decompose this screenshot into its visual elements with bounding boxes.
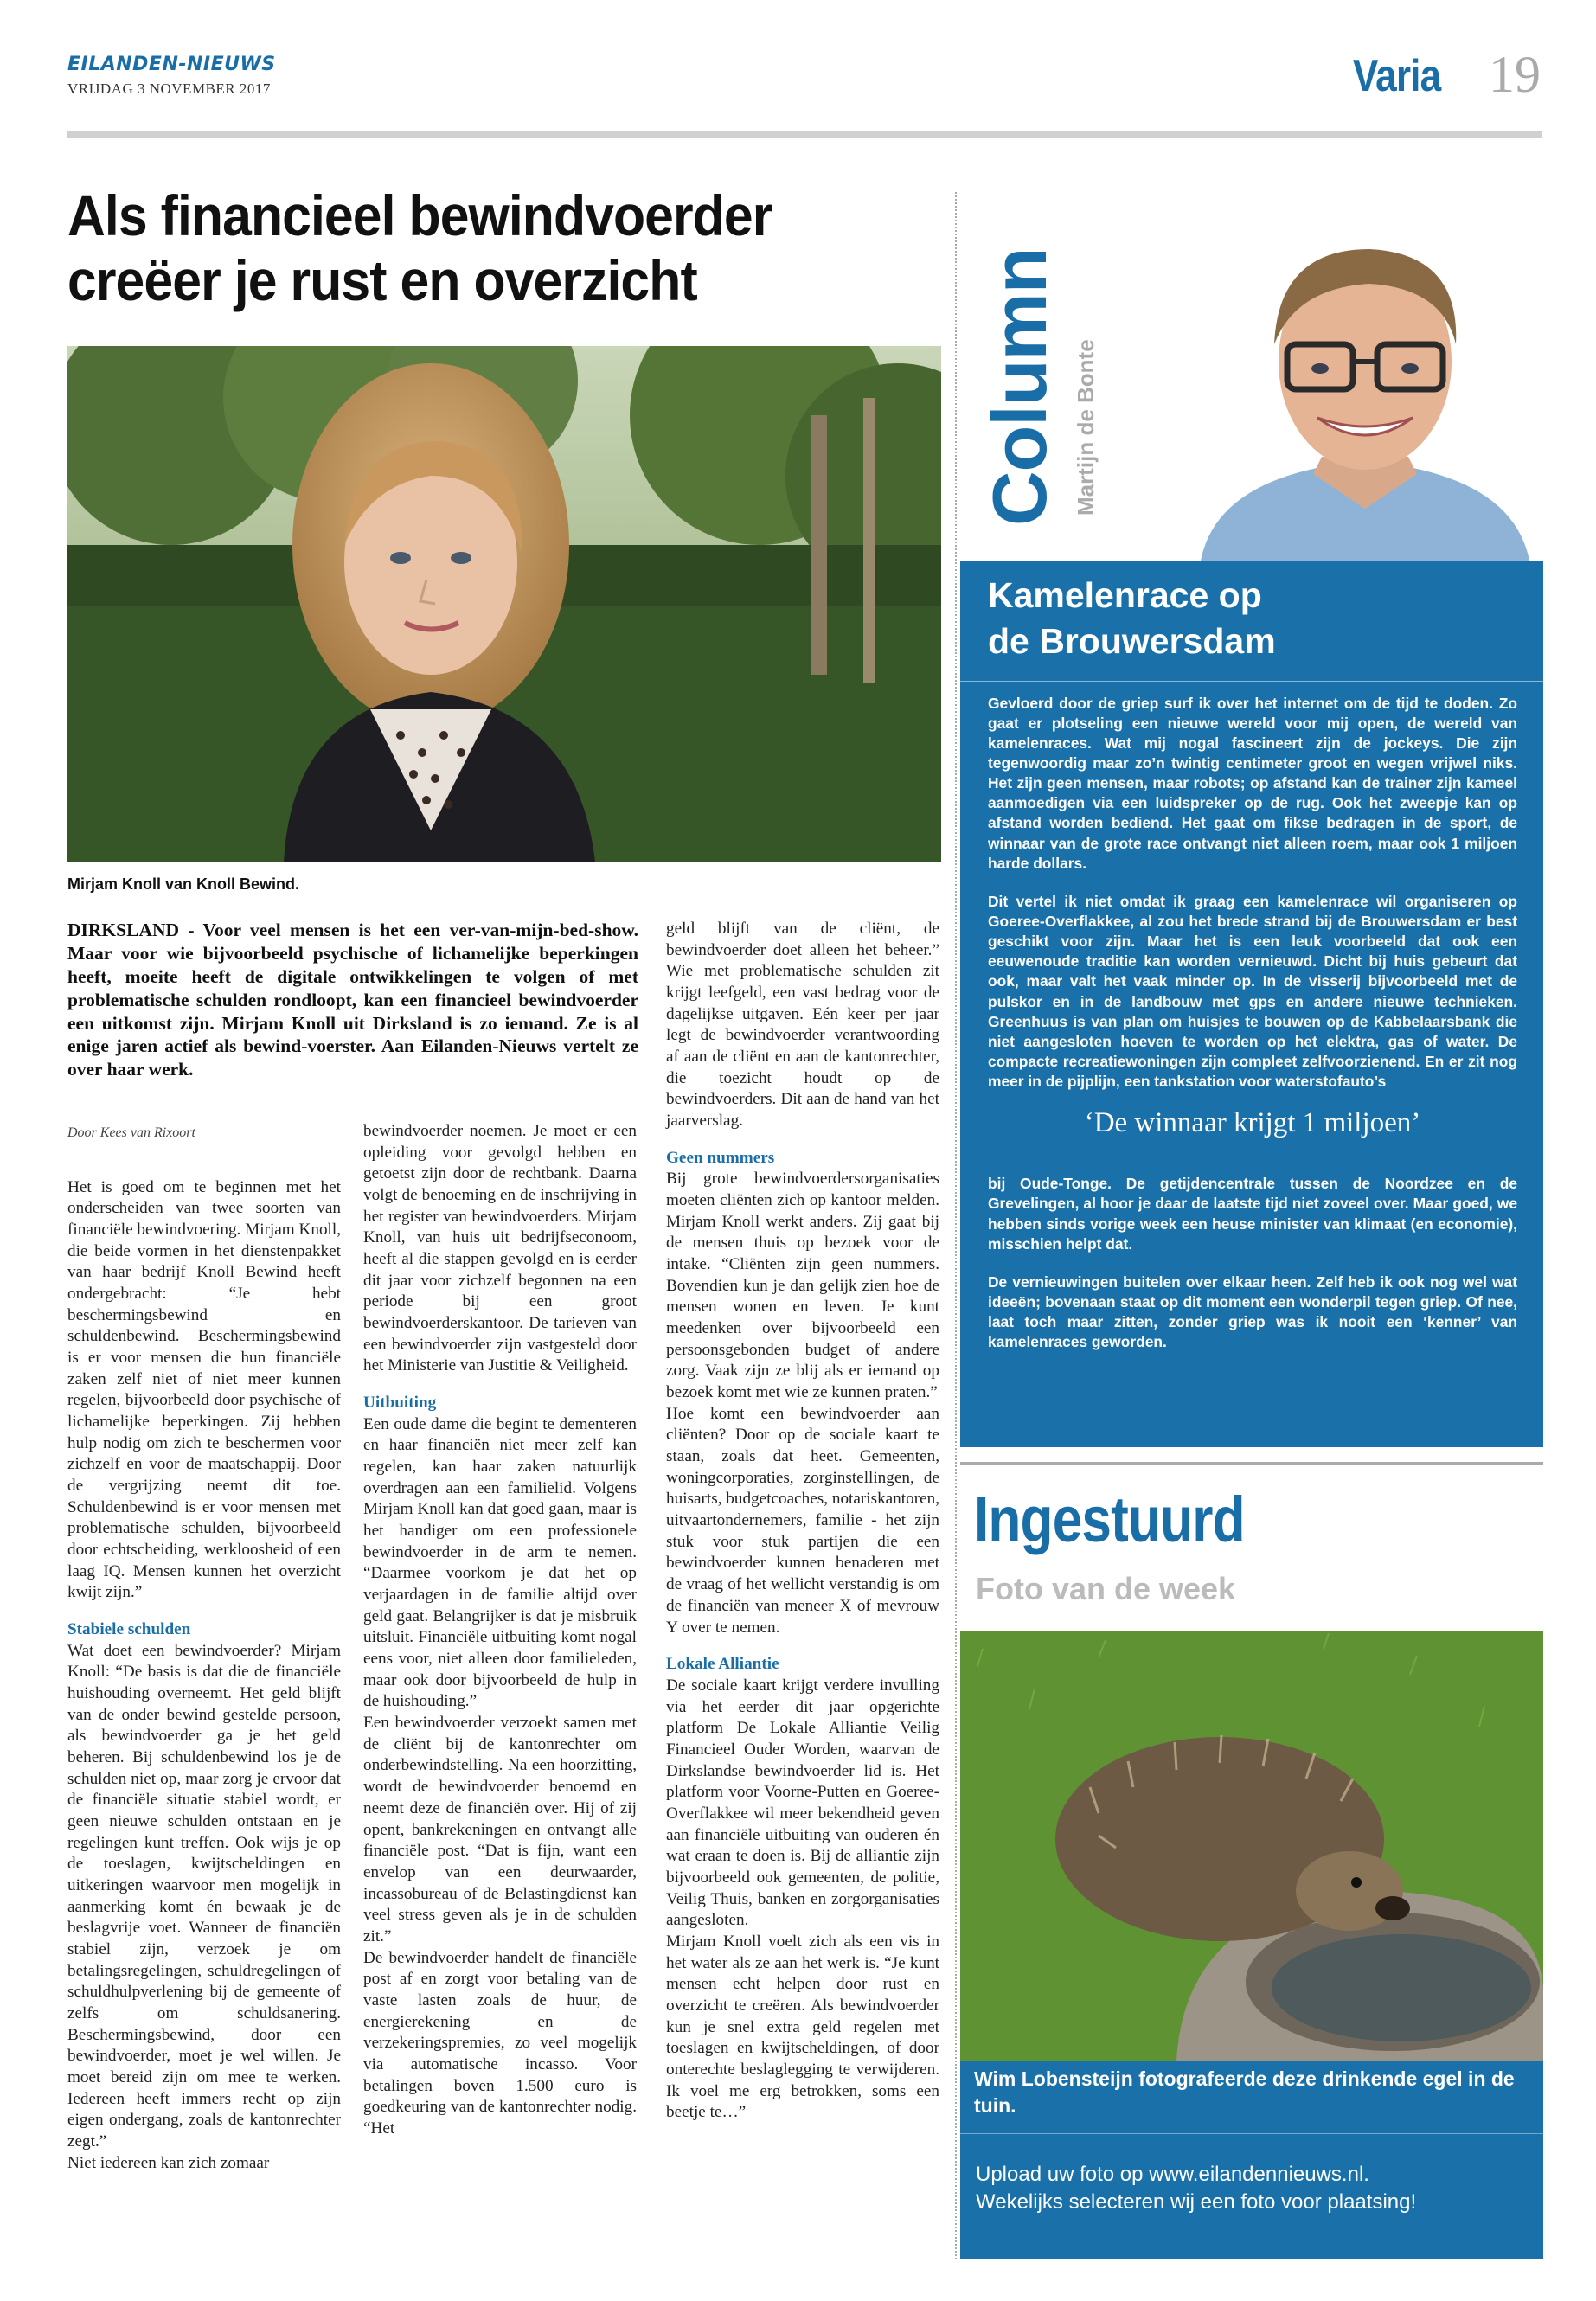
paragraph: De bewindvoerder handelt de financiële post af en zorgt voor betaling van de vaste lasten zoals de huur, de energierekening en de verzekeringspremies, zo veel mogelijk via automatische incasso. Voor betalingen boven 1.500 euro is goedkeuring van de kantonrechter nodig. “Het [363, 1948, 637, 2138]
column-author: Martijn de Bonte [1073, 339, 1099, 516]
article-column-3 [666, 919, 939, 2124]
column-label: Column [977, 247, 1062, 526]
column-paragraph: De vernieuwingen buitelen over elkaar heen. Zelf heb ik ook nog wel wat ideeën; bovenaan staat op dit moment een wonderpil tegen griep. Of nee, laat toch maar zitten, zonder griep was ik nooit een ‘kenner’ van kamelenraces geworden. [988, 1272, 1517, 1351]
headline-line-1: Als financieel bewindvoerder [67, 183, 772, 247]
paragraph: Een oude dame die begint te dementeren en haar financiën niet meer zelf kan regelen, kan haar zaken natuurlijk overdragen aan een familielid. Volgens Mirjam Knoll kan dat goed gaan, maar is het handiger om een professionele bewindvoerder in de arm te nemen. “Daarmee voorkom je dat het op verjaardagen in de familie altijd over geld gaat. Belangrijker is dat je misbruik uitsluit. Financiële uitbuiting komt nogal eens voor, niet alleen door familieleden, maar ook door bijvoorbeeld de hulp in de huishouding.” [363, 1414, 637, 1711]
upload-notice [960, 2121, 1543, 2259]
paragraph: Mirjam Knoll voelt zich als een vis in het water als ze aan het werk is. “Je kunt mensen echt helpen door rust en overzicht te creëren. Als bewindvoerder kun je snel extra geld regelen met toeslagen en kwijtscheldingen, of door onterechte beslaglegging te verwijderen. Ik voel me erg betrokken, soms een beetje te…” [666, 1932, 939, 2122]
paragraph: De sociale kaart krijgt verdere invulling via het eerder dit jaar opgerichte platform De Lokale Alliantie Veilig Financieel Ouder Worden, waarvan de Dirkslandse bewindvoerder lid is. Het platform voor Voorne-Putten en Goeree-Overflakkee wil meer bekendheid geven aan financiële uitbuiting van ouderen én wat eraan te doen is. Bij de alliantie zijn bijvoorbeeld ook gemeenten, de politie, Veilig Thuis, banken en zorgorganisaties aangesloten. [666, 1676, 939, 1930]
column-box [960, 561, 1543, 1447]
article-column-2 [363, 1121, 637, 2140]
paragraph: bewindvoerder noemen. Je moet er een opleiding voor gevolgd hebben en getoetst zijn door de rechtbank. Daarna volgt de benoeming en de inschrijving in het register van bewindvoerders. Mirjam Knoll, van huis uit bedrijfseconoom, heeft al die stappen gevolgd en is eerder dit jaar voor zichzelf begonnen na een periode bij een groot bewindvoerderskantoor. De tarieven van een bewindvoerder zijn vastgesteld door het Ministerie van Justitie & Veiligheid. [363, 1122, 637, 1375]
page-number: 19 [1489, 46, 1541, 103]
column-title-line-2: de Brouwersdam [988, 621, 1276, 662]
paragraph: Bij grote bewindvoerdersorganisaties moeten cliënten zich op kantoor melden. Mirjam Knoll werkt anders. Zij gaat bij de mensen thuis op bezoek voor de intake. “Cliënten zijn geen nummers. Bovendien kun je dan gelijk zien hoe de mensen wonen en leven. Je kunt meedenken over bijvoorbeeld een persoonsgebonden budget of andere zorg. Vaak zijn ze blij als er iemand op bezoek komt met wie ze kunnen praten.” [666, 1170, 939, 1402]
article-column-1 [67, 1125, 341, 2174]
article-photo [67, 346, 941, 862]
column-divider-line [960, 681, 1543, 682]
paragraph: Hoe komt een bewindvoerder aan cliënten? Door op de sociale kaart te staan, zoals dat heet. Gemeenten, woningcorporaties, zorginstellingen, de huisarts, budgetcoaches, notariskantoren, uitvaartondernemers, familie - het zijn stuk voor stuk partijen die een bewindvoerder kunnen benaderen met de vraag of het wellicht verstandig is om de financiën van meneer X of mevrouw Y over te nemen. [666, 1404, 939, 1637]
column-title [988, 573, 1517, 665]
upload-separator [960, 2133, 1543, 2134]
subheading: Stabiele schulden [67, 1619, 191, 1638]
article-headline [67, 183, 863, 313]
paragraph: Een bewindvoerder verzoekt samen met de cliënt bij de kantonrechter om onderbewindstelling. Na een hoorzitting, wordt de bewindvoerder benoemd en neemt deze de financiën over. Hij of zij opent, bankrekeningen en ontvangt alle financiële post. “Dat is fijn, want een envelop van een deurwaarder, incassobureau of de Belastingdienst kan veel stress geven als je in de schulden zit.” [363, 1714, 637, 1945]
column-paragraph: Gevloerd door de griep surf ik over het internet om de tijd te doden. Zo gaat er plotseling een nieuwe wereld voor mij open, de wereld van kamelenraces. Wat mij nogal fascineert zijn de jockeys. Die zijn tegenwoordig maar zo’n twintig centimeter groot en wegen vrijwel niks. Het zijn geen mensen, maar robots; op afstand kan de trainer zijn kameel aanmoedigen via een luidspreker op de rug. Ook het zweepje kan op afstand worden bediend. Het gaat om fikse bedragen in de sport, de winnaar van de grote race ontvangt niet alleen roem, maar ook 1 miljoen harde dollars. [988, 694, 1517, 872]
paragraph: Het is goed om te beginnen met het onderscheiden van twee soorten van financiële bewindvoering. Mirjam Knoll, die beide vormen in het dienstenpakket van haar bedrijf Knoll Bewind heeft ondergebracht: “Je hebt beschermingsbewind en schuldenbewind. Beschermingsbewind is er voor mensen die hun financiële zaken zelf niet of niet meer kunnen regelen, bijvoorbeeld door psychische of lichamelijke beperkingen. Zij hebben hulp nodig om zich te beschermen voor zichzelf en voor de maatschappij. Door de vergrijzing neemt dit toe. Schuldenbewind is er voor mensen met problematische schulden, bijvoorbeeld door echtscheiding, werkloosheid of een laag IQ. Mensen kunnen het overzicht kwijt zijn.” [67, 1177, 341, 1602]
article-intro: DIRKSLAND - Voor veel mensen is het een ver-van-mijn-bed-show. Maar voor wie bijvoorbeeld psychische of lichamelijke beperkingen heeft, moeite heeft de digitale ontwikkelingen te volgen of met problematische schulden rondloopt, kan een financieel bewindvoerder een uitkomst zijn. Mirjam Knoll uit Dirksland is zo iemand. Ze is al enige jaren actief als bewind-voerster. Aan Eilanden-Nieuws vertelt ze over haar werk. [67, 920, 638, 1080]
issue-date: VRIJDAG 3 NOVEMBER 2017 [67, 80, 271, 97]
author-portrait [1183, 215, 1547, 561]
byline: Door Kees van Rixoort [67, 1125, 195, 1140]
top-rule [67, 131, 1542, 138]
ingestuurd-subtitle: Foto van de week [976, 1571, 1236, 1606]
subheading: Geen nummers [666, 1148, 775, 1167]
section-rule [960, 1462, 1543, 1465]
paragraph: Wat doet een bewindvoerder? Mirjam Knoll: “De basis is dat die de financiële huishouding overneemt. Het geld blijft van de onder bewind gestelde persoon, als bewindvoerder ga je het geld beheren. Bij schuldenbewind los je de schulden niet op, maar zorg je ervoor dat de financiële situatie stabiel wordt, er geen nieuwe schulden ontstaan en je regelingen kunt treffen. Ook wijs je op de toeslagen, kwijtscheldingen en uitkeringen waarvoor men mogelijk in aanmerking komt én bewaak je de beslagvrije voet. Wanneer de financiën stabiel zijn, verzoek je om betalingsregelingen, schuldregelingen of schuldhulpverlening bij de gemeente of zelfs om schuldsanering. Beschermingsbewind, door een bewindvoerder, moet je wel willen. Je moet bereid zijn om mee te werken. Iedereen heeft immers recht op zijn eigen ondergang, zoals de kantonrechter zegt.” [67, 1641, 341, 2151]
hedgehog-illustration [960, 1631, 1543, 2061]
column-header [976, 215, 1547, 561]
paragraph: Niet iedereen kan zich zomaar [67, 2153, 270, 2172]
column-paragraph: bij Oude-Tonge. De getijdencentrale tussen de Noordzee en de Grevelingen, al hoor je daar de laatste tijd niet zoveel over. Maar goed, we hebben sinds vorige week een heuse minister van klimaat (en economie), misschien helpt dat. [988, 1175, 1517, 1253]
subheading: Uitbuiting [363, 1394, 437, 1413]
column-divider [955, 192, 957, 2259]
paragraph: geld blijft van de cliënt, de bewindvoerder doet alleen het beheer.” Wie met problematische schulden zit krijgt leefgeld, een vast bedrag voor de dagelijkse uitgaven. Eén keer per jaar legt de bewindvoerder verantwoording af aan de cliënt en aan de kantonrechter, die toezicht houdt op de bewindvoerders. Dit aan de hand van het jaarverslag. [666, 920, 939, 1131]
photo-caption: Mirjam Knoll van Knoll Bewind. [67, 875, 300, 893]
subheading: Lokale Alliantie [666, 1655, 779, 1674]
pull-quote: ‘De winnaar krijgt 1 miljoen’ [1084, 1107, 1421, 1139]
section-name: Varia [1352, 51, 1440, 101]
hedgehog-caption: Wim Lobensteijn fotografeerde deze drinkende egel in de tuin. [960, 2061, 1543, 2121]
ingestuurd-title: Ingestuurd [974, 1484, 1245, 1555]
brand-logo: EILANDEN-NIEUWS [67, 54, 276, 75]
masthead [67, 54, 276, 98]
upload-line-2: Wekelijks selecteren wij een foto voor plaatsing! [976, 2189, 1417, 2214]
hedgehog-photo [960, 1631, 1543, 2061]
headline-line-2: creëer je rust en overzicht [67, 248, 697, 313]
upload-line-1: Upload uw foto op www.eilandennieuws.nl. [976, 2163, 1369, 2186]
column-title-line-1: Kamelenrace op [988, 575, 1262, 615]
portrait-illustration [67, 346, 941, 862]
column-paragraph: Dit vertel ik niet omdat ik graag een kamelenrace wil organiseren op Goeree-Overflakkee, al zou het brede strand bij de Brouwersdam er best geschikt voor zijn. Maar het is een leuk voorbeeld dat ook een eeuwenoude traditie kan worden vernieuwd. Dicht bij huis gebeurt dat ook, maar valt het vaak minder op. In de visserij bijvoorbeeld met de pulskor en in de landbouw met gps en andere nieuwe technieken. Greenhuus is van plan om huisjes te bouwen op de Kabbelaarsbank die niet aangesloten hoeven te worden op het elektra, gas of water. De compacte recreatiewoningen zijn compleet zelfvoorzienend. En er zit nog meer in de pijplijn, een tankstation voor waterstofauto’s [988, 892, 1517, 1091]
